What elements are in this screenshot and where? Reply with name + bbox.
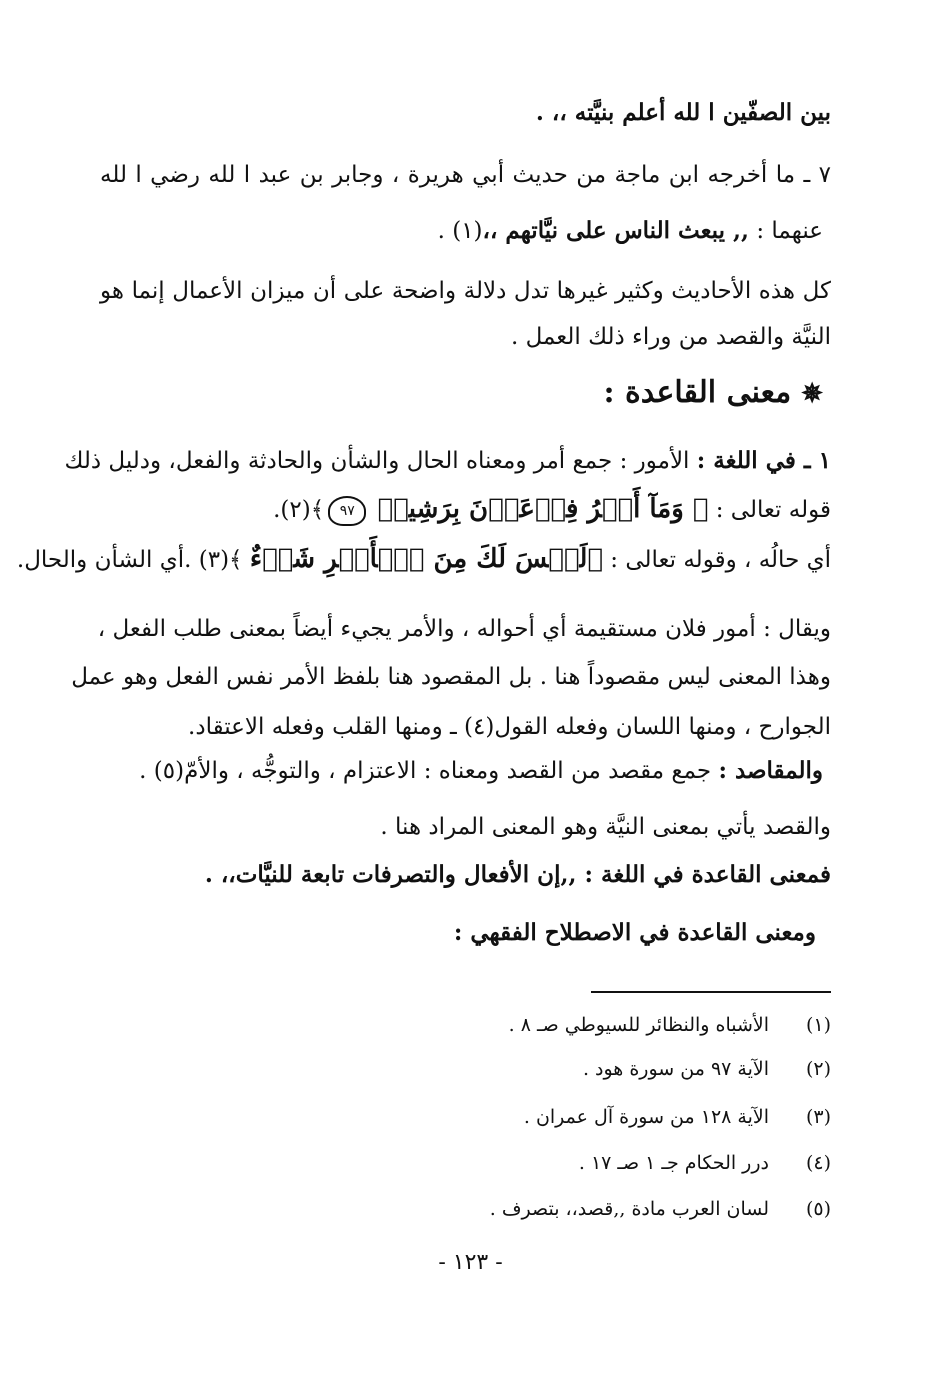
body-line-11: الجوارح ، ومنها اللسان وفعله القول(٤) ـ ومنها القلب وفعله الاعتقاد. xyxy=(188,714,831,740)
body-line-1: بين الصفّين ا لله أعلم بنيَّته ،، . xyxy=(535,99,831,126)
body-line-7 xyxy=(273,494,831,526)
body-line-4: كل هذه الأحاديث وكثير غيرها تدل دلالة واضحة على أن ميزان الأعمال إنما هو xyxy=(100,278,831,304)
body-line-3 xyxy=(438,216,823,246)
body-line-8-suffix: ﴾(٣) .أي الشأن والحال. xyxy=(16,547,243,573)
body-line-12-label: والمقاصد : xyxy=(718,757,823,784)
body-line-6-label: ١ ـ في اللغة : xyxy=(696,447,831,474)
body-line-12-text: جمع مقصد من القصد ومعناه : الاعتزام ، والتوجُّه ، والأمّ(٥) . xyxy=(139,758,712,784)
footnote-5-number: (٥) xyxy=(805,1198,831,1220)
section-heading-text: معنى القاعدة : xyxy=(603,375,792,410)
body-line-5: النيَّة والقصد من وراء ذلك العمل . xyxy=(510,324,831,350)
body-line-13: والقصد يأتي بمعنى النيَّة وهو المعنى المراد هنا . xyxy=(380,814,831,840)
footnote-ref-1: (١) . xyxy=(437,218,483,244)
body-line-9: ويقال : أمور فلان مستقيمة أي أحواله ، والأمر يجيء أيضاً بمعنى طلب الفعل ، xyxy=(97,616,831,642)
footnote-1 xyxy=(509,1012,831,1038)
footnote-3-text: الآية ١٢٨ من سورة آل عمران . xyxy=(523,1106,769,1128)
body-line-8-prefix: أي حالُه ، وقوله تعالى : xyxy=(610,547,831,573)
quran-verse-1: ﴿ وَمَآ أَمۡرُ فِرۡعَوۡنَ بِرَشِيدٖ xyxy=(377,494,709,524)
footnote-5-text: لسان العرب مادة ,,قصد،، بتصرف . xyxy=(489,1198,769,1220)
footnote-2-number: (٢) xyxy=(805,1058,831,1080)
footnote-3-number: (٣) xyxy=(805,1106,831,1128)
hadith-quote: ,, يبعث الناس على نيَّاتهم ،، xyxy=(482,217,750,244)
body-line-12 xyxy=(139,756,823,786)
footnote-2 xyxy=(583,1056,831,1082)
footnote-divider xyxy=(591,991,831,993)
star-icon: ✵ xyxy=(801,379,823,409)
footnote-5 xyxy=(490,1196,831,1222)
quran-verse-2: ﴿لَيۡسَ لَكَ مِنَ ٱلۡأَمۡرِ شَيۡءٌ xyxy=(249,544,603,574)
footnote-ref-2: ﴾(٢). xyxy=(273,497,325,523)
body-line-15: ومعنى القاعدة في الاصطلاح الفقهي : xyxy=(453,919,816,946)
footnote-2-text: الآية ٩٧ من سورة هود . xyxy=(582,1058,769,1080)
page-number: - ١٢٣ - xyxy=(438,1250,503,1275)
footnote-1-number: (١) xyxy=(805,1014,831,1036)
body-line-8 xyxy=(16,544,831,575)
body-line-14: فمعنى القاعدة في اللغة : ,,إن الأفعال والتصرفات تابعة للنيَّات،، . xyxy=(204,861,831,888)
body-line-6 xyxy=(64,446,831,476)
verse-number-marker: ٩٧ xyxy=(328,496,366,526)
section-heading xyxy=(603,375,823,410)
body-line-2: ٧ ـ ما أخرجه ابن ماجة من حديث أبي هريرة ، وجابر بن عبد ا لله رضي ا لله xyxy=(100,162,831,188)
footnote-4-number: (٤) xyxy=(805,1152,831,1174)
body-line-3-prefix: عنهما : xyxy=(756,218,823,244)
footnote-3 xyxy=(524,1104,831,1130)
footnote-1-text: الأشباه والنظائر للسيوطي صـ ٨ . xyxy=(508,1014,769,1036)
body-line-6-text: الأمور : جمع أمر ومعناه الحال والشأن والحادثة والفعل، ودليل ذلك xyxy=(64,448,690,474)
body-line-7-prefix: قوله تعالى : xyxy=(715,497,831,523)
footnote-4 xyxy=(579,1150,831,1176)
body-line-10: وهذا المعنى ليس مقصوداً هنا . بل المقصود هنا بلفظ الأمر نفس الفعل وهو عمل xyxy=(71,664,831,690)
footnote-4-text: درر الحكام جـ ١ صـ ١٧ . xyxy=(578,1152,769,1174)
